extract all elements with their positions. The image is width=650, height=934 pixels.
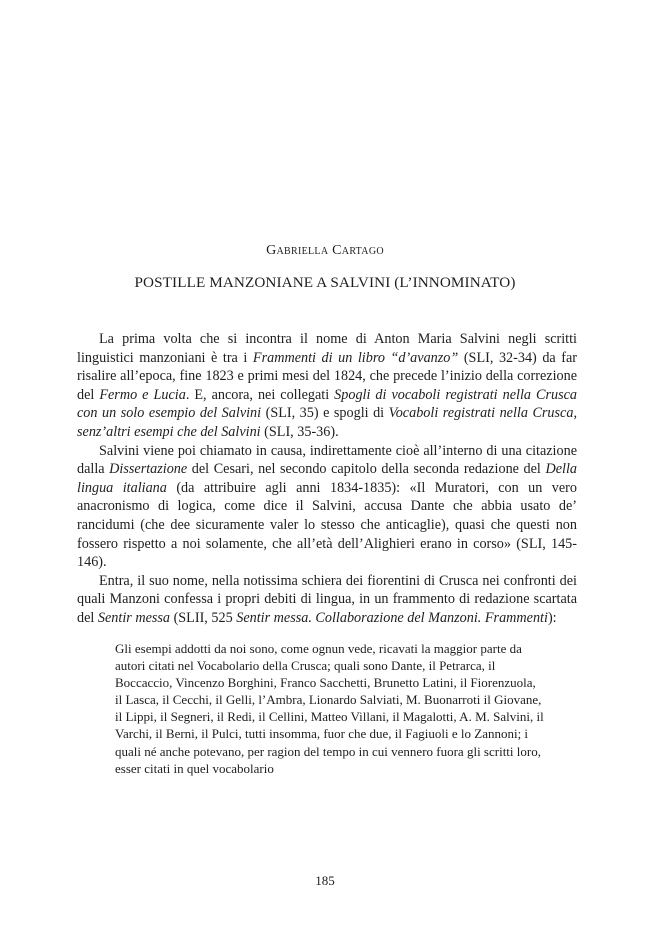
text-run: (SLI, 35-36). xyxy=(260,423,339,440)
italic-title: Frammenti di un libro “d’avanzo” xyxy=(252,349,459,366)
paragraph-2 xyxy=(77,442,577,572)
text-run: (SLII, 525 xyxy=(170,609,237,626)
italic-title: Fermo e Lucia xyxy=(99,386,186,403)
text-run: ): xyxy=(547,609,557,626)
italic-title: Della lingua italiana xyxy=(77,461,577,496)
paragraph-1 xyxy=(77,330,577,442)
article-body xyxy=(77,330,577,628)
italic-title: Sentir messa xyxy=(97,609,171,626)
italic-title: Dissertazione xyxy=(109,461,188,478)
author-name: Gabriella Cartago xyxy=(266,243,384,258)
italic-title: Vocaboli registrati nella Crusca, senz’altri esempi che del Salvini xyxy=(77,405,577,440)
text-run: (SLI, 32-34) da far risalire all’epoca, fine 1823 e primi mesi del 1824, che precede l’inizio della correzione del xyxy=(77,349,578,403)
paragraph-3 xyxy=(77,572,577,628)
italic-title: Sentir messa. Collaborazione del Manzoni. Frammenti xyxy=(236,609,548,626)
text-run: Salvini viene poi chiamato in causa, indirettamente cioè all’interno di una citazione dalla xyxy=(77,442,577,478)
text-run: Entra, il suo nome, nella notissima schiera dei fiorentini di Crusca nei confronti dei quali Manzoni confessa i propri debiti di lingua, in un frammento di redazione scartata del xyxy=(77,572,577,626)
text-run: (da attribuire agli anni 1834-1835): «Il Muratori, con un vero anacronismo di logica, come dice il Salvini, accusa Dante che abbia usato de’ rancidumi (che dee sicuramente valer lo stesso che anticaglie), quasi che questi non fossero rispetto a noi solamente, che all’età dell’Alighieri erano in corso» (SLI, 145-146). xyxy=(77,479,577,571)
block-quote: Gli esempi addotti da noi sono, come ognun vede, ricavati la maggior parte da autori citati nel Vocabolario della Crusca; quali sono Dante, il Petrarca, il Boccaccio, Vincenzo Borghini, Franco Sacchetti, Brunetto Latini, il Fiorenzuola, il Lasca, il Cecchi, il Gelli, l’Ambra, Lionardo Salviati, M. Buonarroti il Giovane, il Lippi, il Segneri, il Redi, il Cellini, Matteo Villani, il Magalotti, A. M. Salvini, il Varchi, il Berni, il Pulci, tutti insomma, fuor che due, il Fagiuoli e lo Zannoni; i quali né anche potevano, per ragion del tempo in cui vennero fuora gli scritti loro, esser citati in quel vocabolario xyxy=(115,641,544,776)
page-number: 185 xyxy=(315,873,335,888)
text-run: . E, ancora, nei collegati xyxy=(185,386,335,403)
article-title: POSTILLE MANZONIANE A SALVINI (L’INNOMINATO) xyxy=(134,274,516,291)
text-run: (SLI, 35) e spogli di xyxy=(261,405,389,422)
italic-title: Spogli di vocaboli registrati nella Crusca con un solo esempio del Salvini xyxy=(77,386,577,422)
text-run: del Cesari, nel secondo capitolo della seconda redazione del xyxy=(187,461,546,478)
text-run: La prima volta che si incontra il nome di Anton Maria Salvini negli scritti linguistici manzoniani è tra i xyxy=(77,331,577,366)
